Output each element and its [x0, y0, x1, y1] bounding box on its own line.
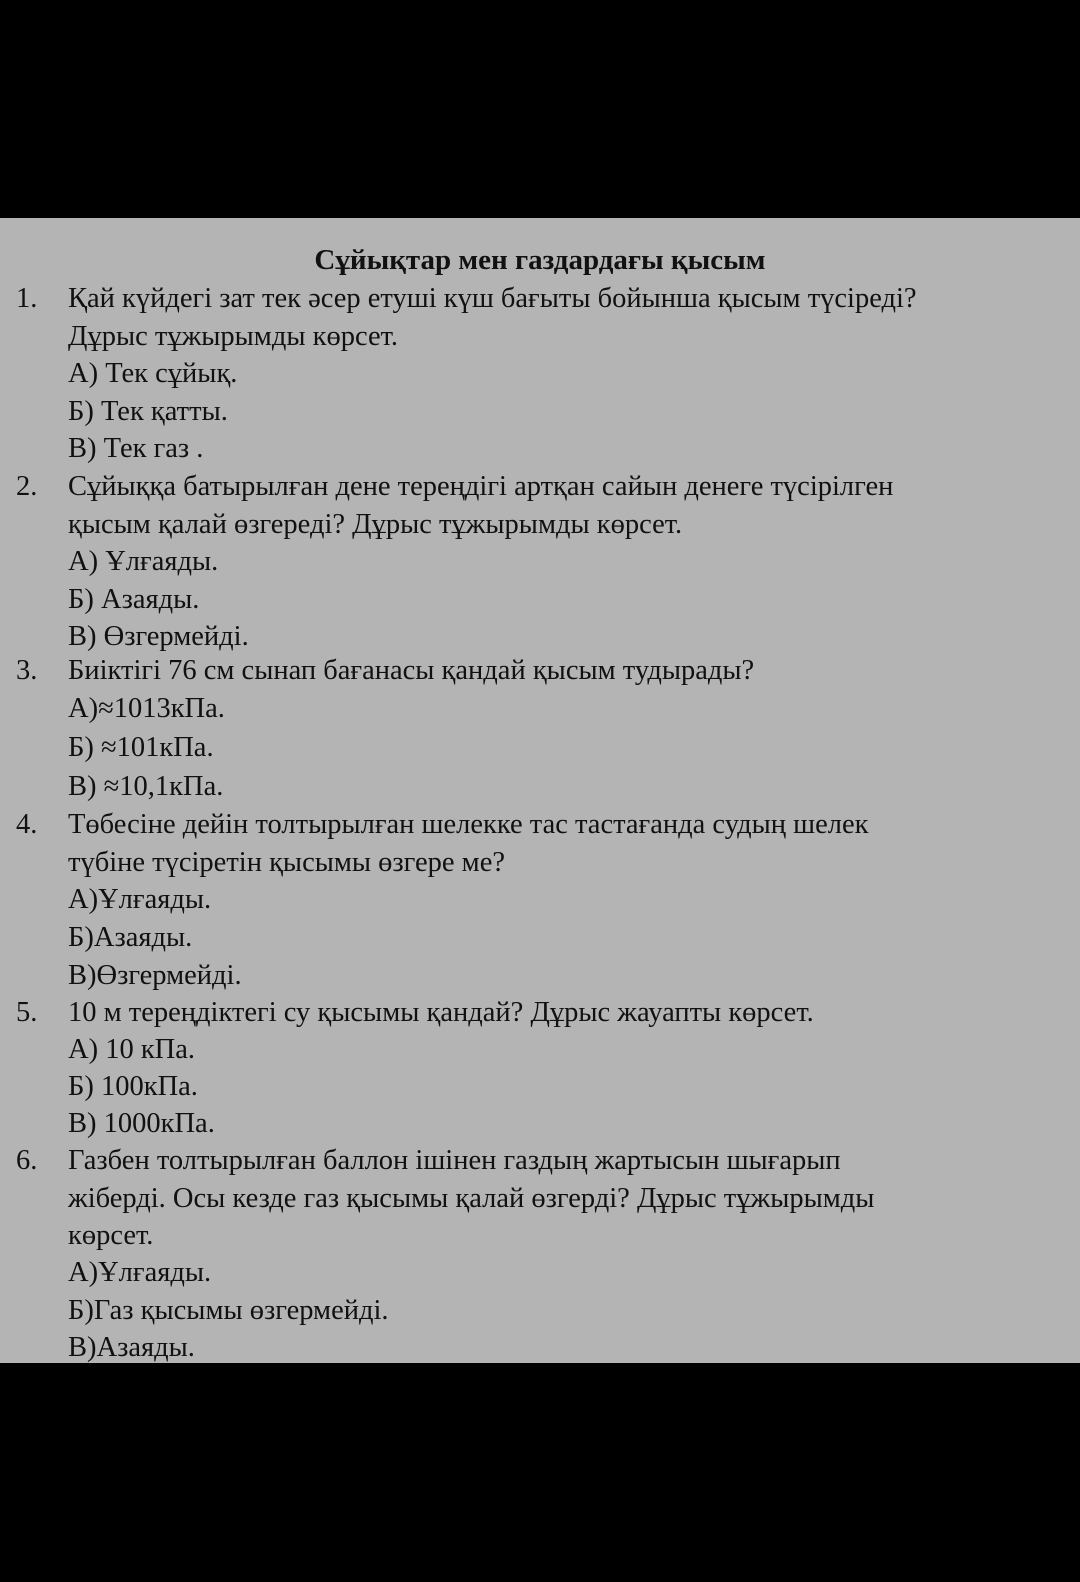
question-number: 6. — [16, 1145, 38, 1176]
question-number: 1. — [16, 283, 38, 314]
question-text — [68, 806, 1068, 881]
answer-option: Б) 100кПа. — [68, 1071, 198, 1102]
answer-option: А) Тек сұйық. — [68, 358, 238, 389]
question-line: Төбесіне дейін толтырылған шелекке тас тастағанда судың шелек — [68, 809, 869, 840]
question-number: 5. — [16, 997, 38, 1028]
question-number: 4. — [16, 809, 38, 840]
question-line: Сұйыққа батырылған дене тереңдігі артқан сайын денеге түсірілген — [68, 471, 894, 502]
question-text — [68, 652, 1068, 690]
answer-option: Б)Газ қысымы өзгермейді. — [68, 1295, 389, 1326]
question-number: 2. — [16, 471, 38, 502]
question-text — [68, 1142, 1068, 1255]
question-line: түбіне түсіретін қысымы өзгере ме? — [68, 846, 506, 878]
question-line: Газбен толтырылған баллон ішінен газдың жартысын шығарып — [68, 1145, 841, 1176]
answer-option: А)Ұлғаяды. — [68, 1257, 212, 1288]
answer-option: В) 1000кПа. — [68, 1108, 215, 1139]
question-line: көрсет. — [68, 1220, 154, 1251]
answer-option: Б) Тек қатты. — [68, 395, 228, 427]
answer-option: Б) ≈101кПа. — [68, 732, 214, 763]
answer-option: В) Тек газ . — [68, 433, 204, 464]
question-line: Биіктігі 76 см сынап бағанасы қандай қысым тудырады? — [68, 655, 755, 686]
question-line: қысым қалай өзгереді? Дұрыс тұжырымды көрсет. — [68, 508, 683, 540]
answer-option: А) Ұлғаяды. — [68, 546, 219, 577]
question-text — [68, 468, 1068, 543]
question-number: 3. — [16, 655, 38, 686]
question-line: 10 м тереңдіктегі су қысымы қандай? Дұрыс жауапты көрсет. — [68, 997, 814, 1028]
question-line: жіберді. Осы кезде газ қысымы қалай өзгерді? Дұрыс тұжырымды — [68, 1182, 875, 1214]
document-photo — [0, 218, 1080, 1363]
answer-option: В)Азаяды. — [68, 1332, 195, 1363]
question-text — [68, 280, 1068, 355]
answer-option: А)≈1013кПа. — [68, 693, 225, 724]
answer-option: В) ≈10,1кПа. — [68, 771, 224, 802]
question-line: Дұрыс тұжырымды көрсет. — [68, 320, 399, 352]
answer-option: А)Ұлғаяды. — [68, 884, 212, 915]
question-line: Қай күйдегі зат тек әсер етуші күш бағыты бойынша қысым түсіреді? — [68, 283, 917, 314]
answer-option: Б)Азаяды. — [68, 922, 193, 953]
page-title: Сұйықтар мен газдардағы қысым — [314, 244, 766, 276]
answer-option: Б) Азаяды. — [68, 583, 200, 615]
answer-option: В)Өзгермейді. — [68, 960, 242, 991]
answer-option: В) Өзгермейді. — [68, 621, 249, 652]
question-text — [68, 994, 1068, 1032]
answer-option: А) 10 кПа. — [68, 1034, 196, 1065]
